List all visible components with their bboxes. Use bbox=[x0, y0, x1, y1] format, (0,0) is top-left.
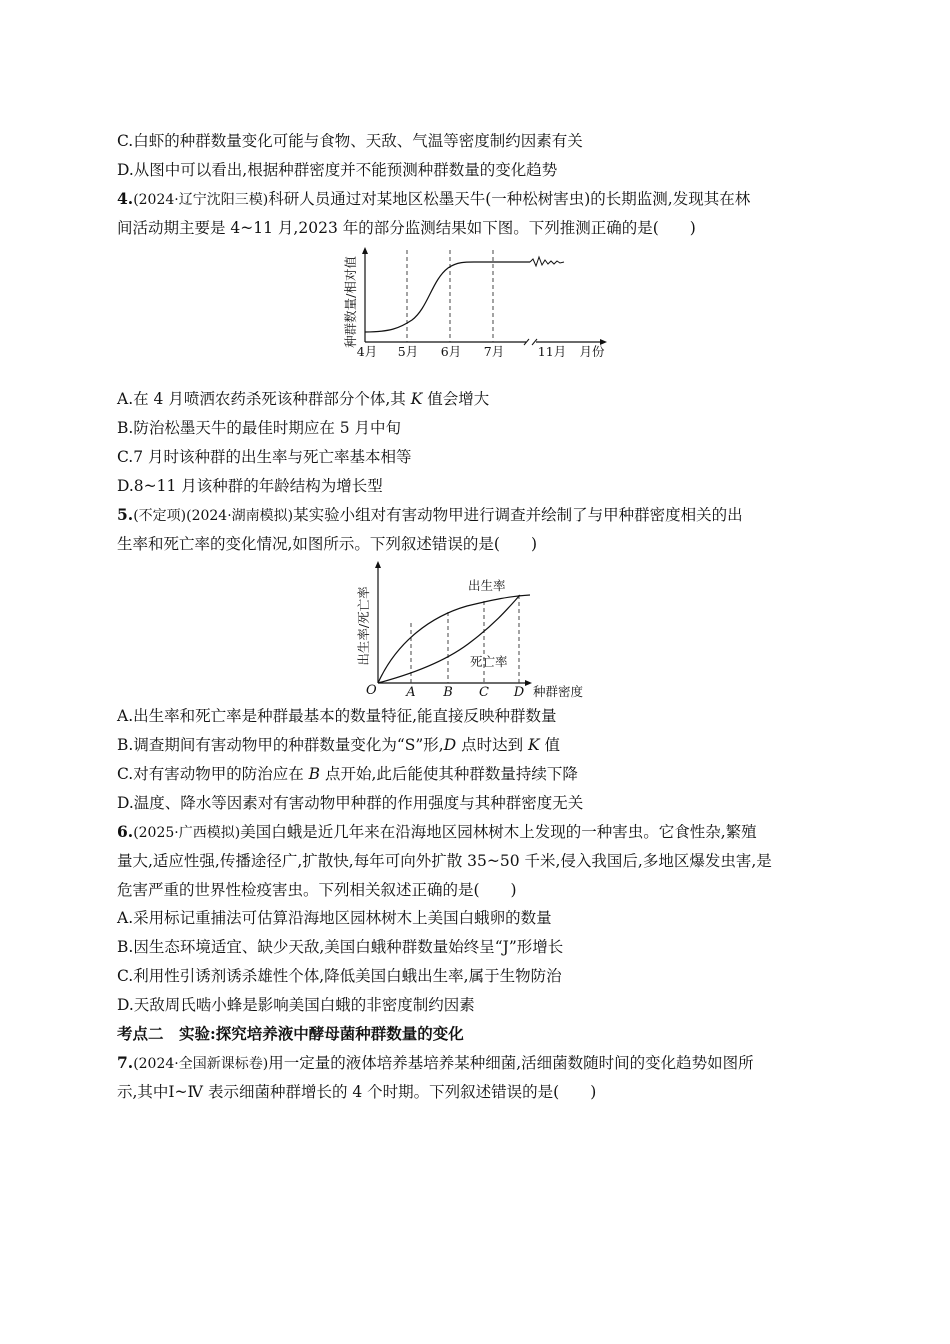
q5-death-rate-curve bbox=[378, 595, 520, 683]
q5-origin-label: O bbox=[366, 683, 377, 698]
q6-stem-text1: 美国白蛾是近几年来在沿海地区园林树木上发现的一种害虫。它食性杂,繁殖 bbox=[240, 823, 757, 841]
q4-option-d: D.8~11 月该种群的年龄结构为增长型 bbox=[117, 477, 383, 495]
q4-number: 4. bbox=[117, 189, 134, 208]
q4-population-chart bbox=[340, 240, 615, 362]
q4-stem-text1: 科研人员通过对某地区松墨天牛(一种松树害虫)的长期监测,发现其在林 bbox=[268, 190, 751, 208]
q5-option-c-b: B bbox=[308, 765, 321, 783]
q4-fluctuation-curve bbox=[530, 257, 564, 266]
q4-option-a-post: 值会增大 bbox=[422, 390, 490, 408]
q5-point-b: B bbox=[443, 685, 453, 700]
q4-option-b: B.防治松墨天牛的最佳时期应在 5 月中旬 bbox=[117, 419, 402, 437]
q5-birth-label: 出生率 bbox=[468, 578, 506, 593]
q4-y-label: 种群数量/相对值 bbox=[343, 256, 358, 348]
q5-option-c bbox=[117, 764, 578, 784]
q5-y-arrow bbox=[375, 561, 381, 568]
q6-option-c: C.利用性引诱剂诱杀雄性个体,降低美国白蛾出生率,属于生物防治 bbox=[117, 967, 562, 985]
q4-source: (2024·辽宁沈阳三模) bbox=[133, 192, 269, 208]
q5-number: 5. bbox=[117, 505, 134, 524]
q5-y-label: 出生率/死亡率 bbox=[356, 586, 371, 666]
q5-birth-death-chart bbox=[352, 556, 602, 702]
q6-stem-line3: 危害严重的世界性检疫害虫。下列相关叙述正确的是( ) bbox=[117, 881, 517, 899]
q5-death-label: 死亡率 bbox=[470, 654, 508, 669]
q6-option-d: D.天敌周氏啮小蜂是影响美国白蛾的非密度制约因素 bbox=[117, 996, 475, 1014]
q4-growth-curve bbox=[365, 262, 530, 332]
q5-option-d: D.温度、降水等因素对有害动物甲种群的作用强度与其种群密度无关 bbox=[117, 794, 584, 812]
q5-source: (2024·湖南模拟) bbox=[186, 508, 294, 524]
q5-option-c-pre: C.对有害动物甲的防治应在 bbox=[117, 765, 309, 783]
section-heading: 考点二 实验:探究培养液中酵母菌种群数量的变化 bbox=[117, 1024, 464, 1043]
q4-option-a-pre: A.在 4 月喷洒农药杀死该种群部分个体,其 bbox=[117, 390, 411, 408]
q4-option-a bbox=[117, 389, 489, 409]
q5-option-b-pre: B.调查期间有害动物甲的种群数量变化为“S”形, bbox=[117, 736, 444, 754]
q4-option-c: C.7 月时该种群的出生率与死亡率基本相等 bbox=[117, 448, 412, 466]
q4-tick-may: 5月 bbox=[397, 344, 419, 359]
q4-tick-jun: 6月 bbox=[440, 344, 462, 359]
q7-source: (2024·全国新课标卷) bbox=[133, 1056, 269, 1072]
q5-option-b-d: D bbox=[443, 736, 457, 754]
q3-option-c: C.白虾的种群数量变化可能与食物、天敌、气温等密度制约因素有关 bbox=[117, 132, 583, 150]
q7-stem-text1: 用一定量的液体培养基培养某种细菌,活细菌数随时间的变化趋势如图所 bbox=[268, 1054, 754, 1072]
q6-option-b: B.因生态环境适宜、缺少天敌,美国白蛾种群数量始终呈“J”形增长 bbox=[117, 938, 564, 956]
q5-option-b-post: 值 bbox=[539, 736, 561, 754]
q4-tick-nov: 11月 bbox=[537, 344, 567, 359]
q6-source: (2025·广西模拟) bbox=[133, 825, 241, 841]
q6-stem-line1 bbox=[117, 822, 757, 843]
q5-point-d: D bbox=[513, 685, 525, 700]
q5-option-c-post: 点开始,此后能使其种群数量持续下降 bbox=[320, 765, 578, 783]
q7-stem-line2: 示,其中Ⅰ~Ⅳ 表示细菌种群增长的 4 个时期。下列叙述错误的是( ) bbox=[117, 1083, 597, 1101]
q4-tick-jul: 7月 bbox=[483, 344, 505, 359]
q5-option-b-k: K bbox=[528, 736, 540, 754]
q4-stem-line2: 间活动期主要是 4~11 月,2023 年的部分监测结果如下图。下列推测正确的是( ) bbox=[117, 219, 696, 237]
q5-stem-text1: 某实验小组对有害动物甲进行调查并绘制了与甲种群密度相关的出 bbox=[293, 506, 743, 524]
q6-number: 6. bbox=[117, 822, 134, 841]
q5-point-a: A bbox=[406, 685, 416, 700]
q3-option-d: D.从图中可以看出,根据种群密度并不能预测种群数量的变化趋势 bbox=[117, 161, 558, 179]
q4-y-arrow bbox=[362, 247, 368, 254]
q5-point-c: C bbox=[479, 685, 489, 700]
q5-x-arrow bbox=[525, 680, 532, 686]
q4-x-unit: 月份 bbox=[579, 344, 605, 359]
q5-option-b-mid: 点时达到 bbox=[456, 736, 529, 754]
q4-tick-apr: 4月 bbox=[356, 344, 378, 359]
q5-stem-line1 bbox=[117, 505, 743, 526]
q6-stem-line2: 量大,适应性强,传播途径广,扩散快,每年可向外扩散 35~50 千米,侵入我国后,多地区爆发虫害,是 bbox=[117, 852, 772, 870]
q4-option-a-k: K bbox=[410, 390, 423, 408]
q5-option-a: A.出生率和死亡率是种群最基本的数量特征,能直接反映种群数量 bbox=[117, 707, 557, 725]
q5-option-b bbox=[117, 735, 560, 755]
q5-tag: (不定项) bbox=[133, 508, 187, 524]
q5-x-label: 种群密度 bbox=[532, 684, 584, 699]
q4-stem-line1 bbox=[117, 189, 750, 210]
q6-option-a: A.采用标记重捕法可估算沿海地区园林树木上美国白蛾卵的数量 bbox=[117, 909, 552, 927]
q5-stem-line2: 生率和死亡率的变化情况,如图所示。下列叙述错误的是( ) bbox=[117, 535, 538, 553]
q7-stem-line1 bbox=[117, 1053, 754, 1074]
q7-number: 7. bbox=[117, 1053, 134, 1072]
